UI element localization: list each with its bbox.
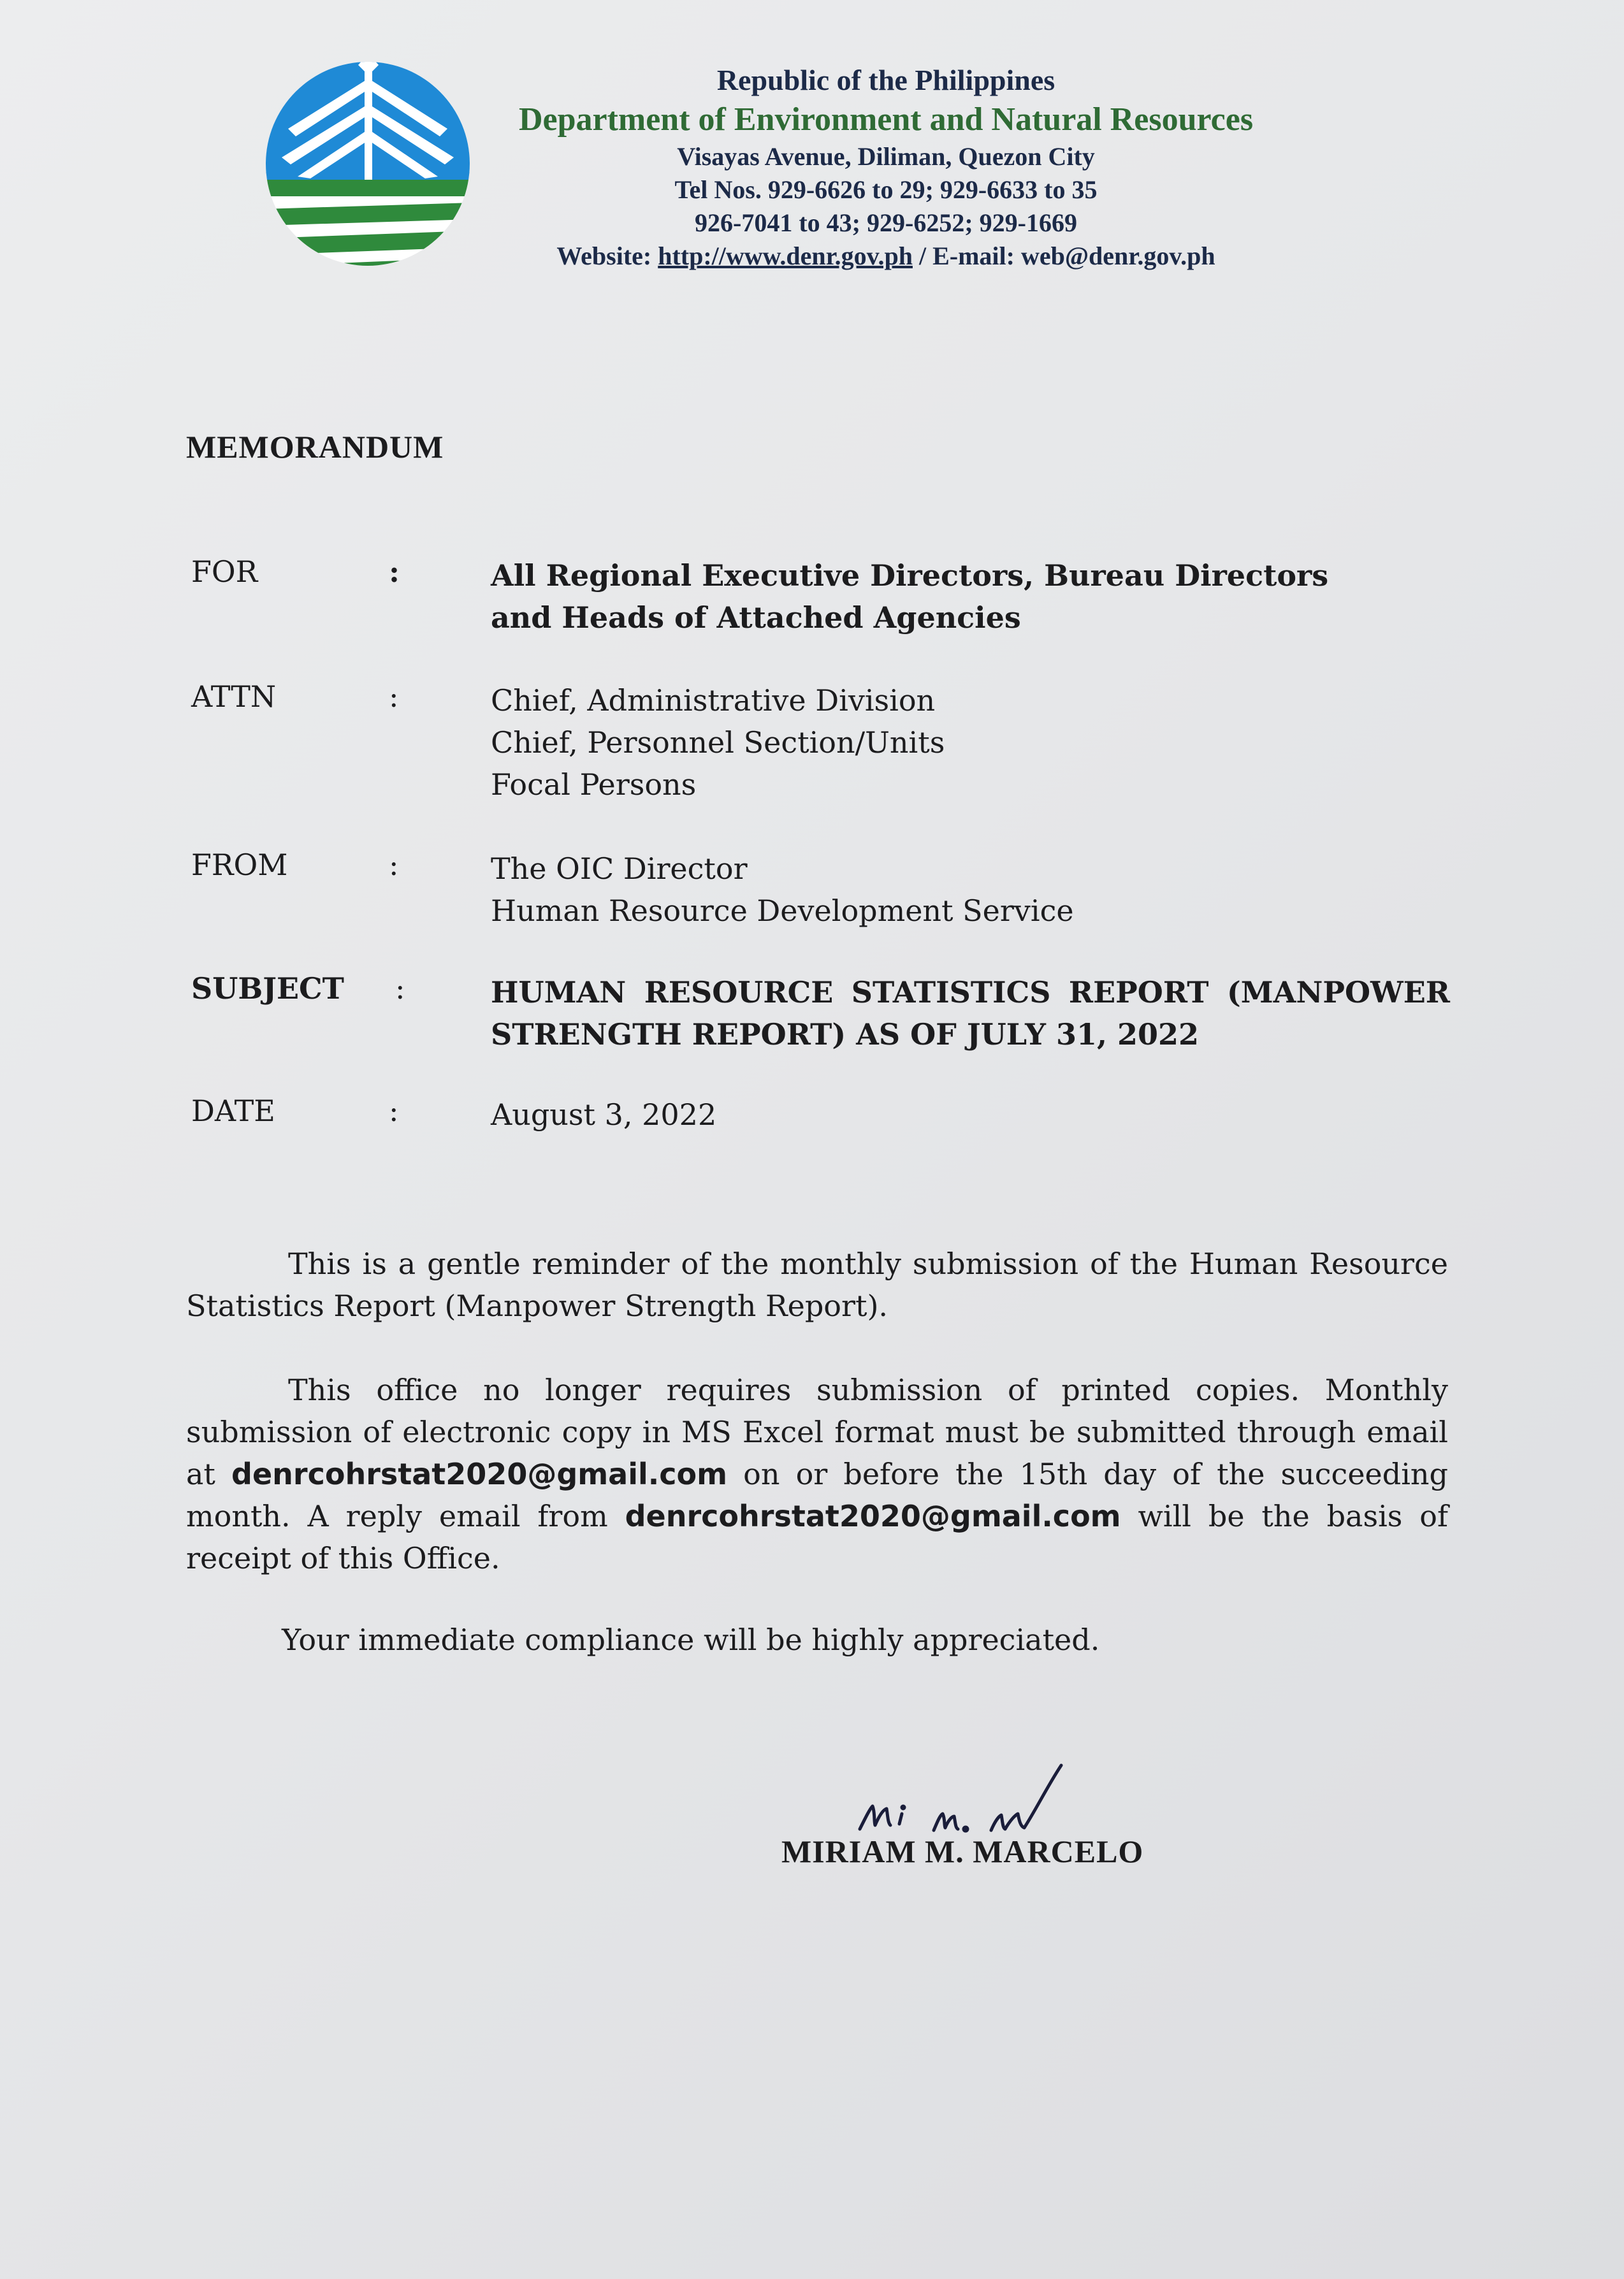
- field-for-label: FOR: [191, 554, 258, 589]
- field-attn-value: [491, 679, 1450, 806]
- handwritten-signature-icon: [857, 1759, 1074, 1842]
- field-attn-line-2: Chief, Personnel Section/Units: [491, 725, 945, 760]
- field-for-colon: :: [389, 554, 400, 589]
- field-from-colon: :: [389, 848, 399, 882]
- field-attn-line-3: Focal Persons: [491, 767, 697, 802]
- field-attn-label: ATTN: [191, 679, 277, 714]
- website-link[interactable]: http://www.denr.gov.ph: [658, 242, 913, 270]
- field-from-value: [491, 848, 1450, 932]
- email-link-1[interactable]: denrcohrstat2020@gmail.com: [231, 1457, 728, 1491]
- field-subject-label: SUBJECT: [191, 971, 344, 1006]
- letterhead-web-email: [484, 240, 1287, 273]
- letterhead: [484, 61, 1287, 273]
- website-label: Website:: [556, 242, 658, 270]
- field-for-value: [491, 554, 1450, 639]
- letterhead-tel-1: Tel Nos. 929-6626 to 29; 929-6633 to 35: [674, 175, 1098, 204]
- body-paragraph-1-text: This is a gentle reminder of the monthly submission of the Human Resource Statistics Report (Manpower Strength Report).: [186, 1247, 1448, 1323]
- field-date-colon: :: [389, 1094, 399, 1128]
- denr-logo-icon: [263, 52, 473, 275]
- field-subject-colon: :: [395, 971, 405, 1006]
- body-paragraph-2-text-b: on or before the 15th day of the succeeding month. A reply email from: [186, 1457, 1448, 1533]
- body-paragraph-1: [186, 1243, 1448, 1327]
- email-link-2[interactable]: denrcohrstat2020@gmail.com: [625, 1499, 1121, 1533]
- field-from-line-2: Human Resource Development Service: [491, 894, 1074, 928]
- memo-title: MEMORANDUM: [186, 429, 444, 465]
- field-date-label: DATE: [191, 1094, 275, 1128]
- field-attn-line-1: Chief, Administrative Division: [491, 683, 936, 718]
- field-for-line-1: All Regional Executive Directors, Bureau Directors: [491, 558, 1329, 593]
- letterhead-tel-2: 926-7041 to 43; 929-6252; 929-1669: [695, 208, 1077, 237]
- field-for-line-2: and Heads of Attached Agencies: [491, 600, 1021, 635]
- field-from-label: FROM: [191, 848, 288, 882]
- field-date-value: August 3, 2022: [491, 1097, 717, 1132]
- body-paragraph-2: [186, 1369, 1448, 1579]
- field-attn-colon: :: [389, 679, 399, 714]
- signatory-name: MIRIAM M. MARCELO: [781, 1834, 1144, 1869]
- field-subject-value: HUMAN RESOURCE STATISTICS REPORT (MANPOWER STRENGTH REPORT) AS OF JULY 31, 2022: [491, 975, 1450, 1052]
- letterhead-department: Department of Environment and Natural Resources: [518, 101, 1254, 138]
- body-paragraph-3-text: Your immediate compliance will be highly appreciated.: [282, 1623, 1100, 1657]
- email-label: / E-mail: web@denr.gov.ph: [912, 242, 1215, 270]
- body-paragraph-2-text-a: This office no longer requires submission of printed copies. Monthly submission of electronic copy in MS Excel format must be submitted through email at: [186, 1373, 1448, 1491]
- body-paragraph-2-text-c: will be the basis of receipt of this Office.: [186, 1499, 1448, 1575]
- field-from-line-1: The OIC Director: [491, 851, 748, 886]
- body-paragraph-3: [186, 1619, 1448, 1661]
- letterhead-address: Visayas Avenue, Diliman, Quezon City: [677, 142, 1095, 171]
- letterhead-republic: Republic of the Philippines: [716, 64, 1055, 96]
